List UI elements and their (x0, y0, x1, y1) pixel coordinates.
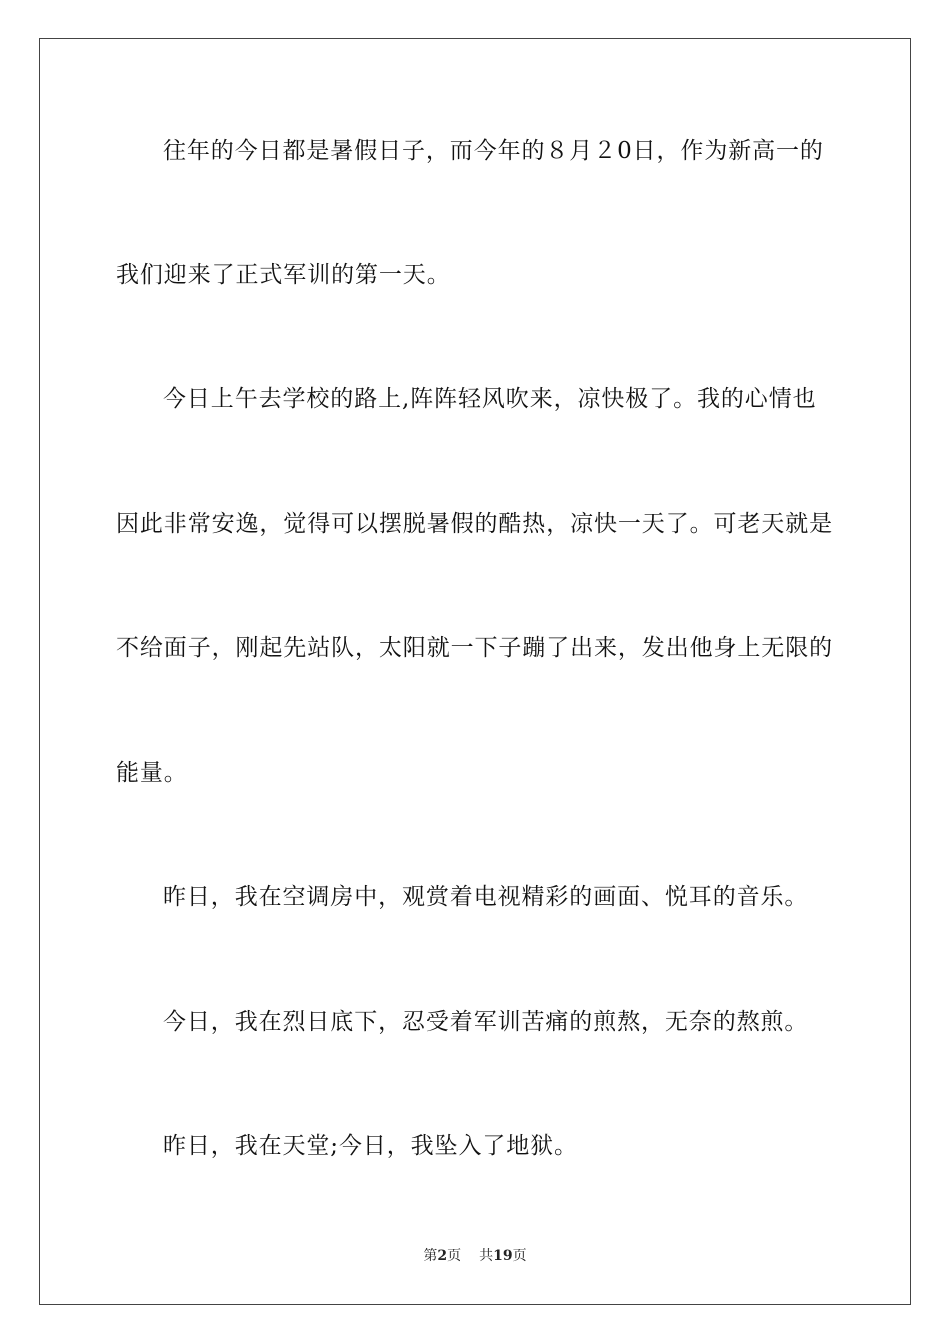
paragraph-line: 今日，我在烈日底下，忍受着军训苦痛的煎熬，无奈的熬煎。 (163, 1009, 809, 1035)
paragraph-line: 不给面子，刚起先站队，太阳就一下子蹦了出来，发出他身上无限的 (116, 635, 833, 661)
page-border (39, 38, 911, 1305)
total-prefix: 共 (479, 1248, 494, 1264)
paragraph-line: 我们迎来了正式军训的第一天。 (116, 262, 451, 288)
paragraph-line: 今日上午去学校的路上,阵阵轻风吹来，凉快极了。我的心情也 (163, 386, 817, 412)
paragraph-line: 因此非常安逸，觉得可以摆脱暑假的酷热，凉快一天了。可老天就是 (116, 511, 833, 537)
total-suffix: 页 (512, 1248, 527, 1264)
paragraph-line: 往年的今日都是暑假日子，而今年的８月２0日，作为新高一的 (163, 138, 824, 164)
page-number: 2 (437, 1248, 448, 1264)
total-pages: 19 (493, 1248, 513, 1264)
page-prefix: 第 (423, 1248, 438, 1264)
page-footer (0, 1247, 950, 1265)
page-suffix: 页 (447, 1248, 462, 1264)
paragraph-line: 昨日，我在天堂;今日，我坠入了地狱。 (163, 1133, 578, 1159)
paragraph-line: 昨日，我在空调房中，观赏着电视精彩的画面、悦耳的音乐。 (163, 884, 809, 910)
paragraph-line: 能量。 (116, 760, 188, 786)
